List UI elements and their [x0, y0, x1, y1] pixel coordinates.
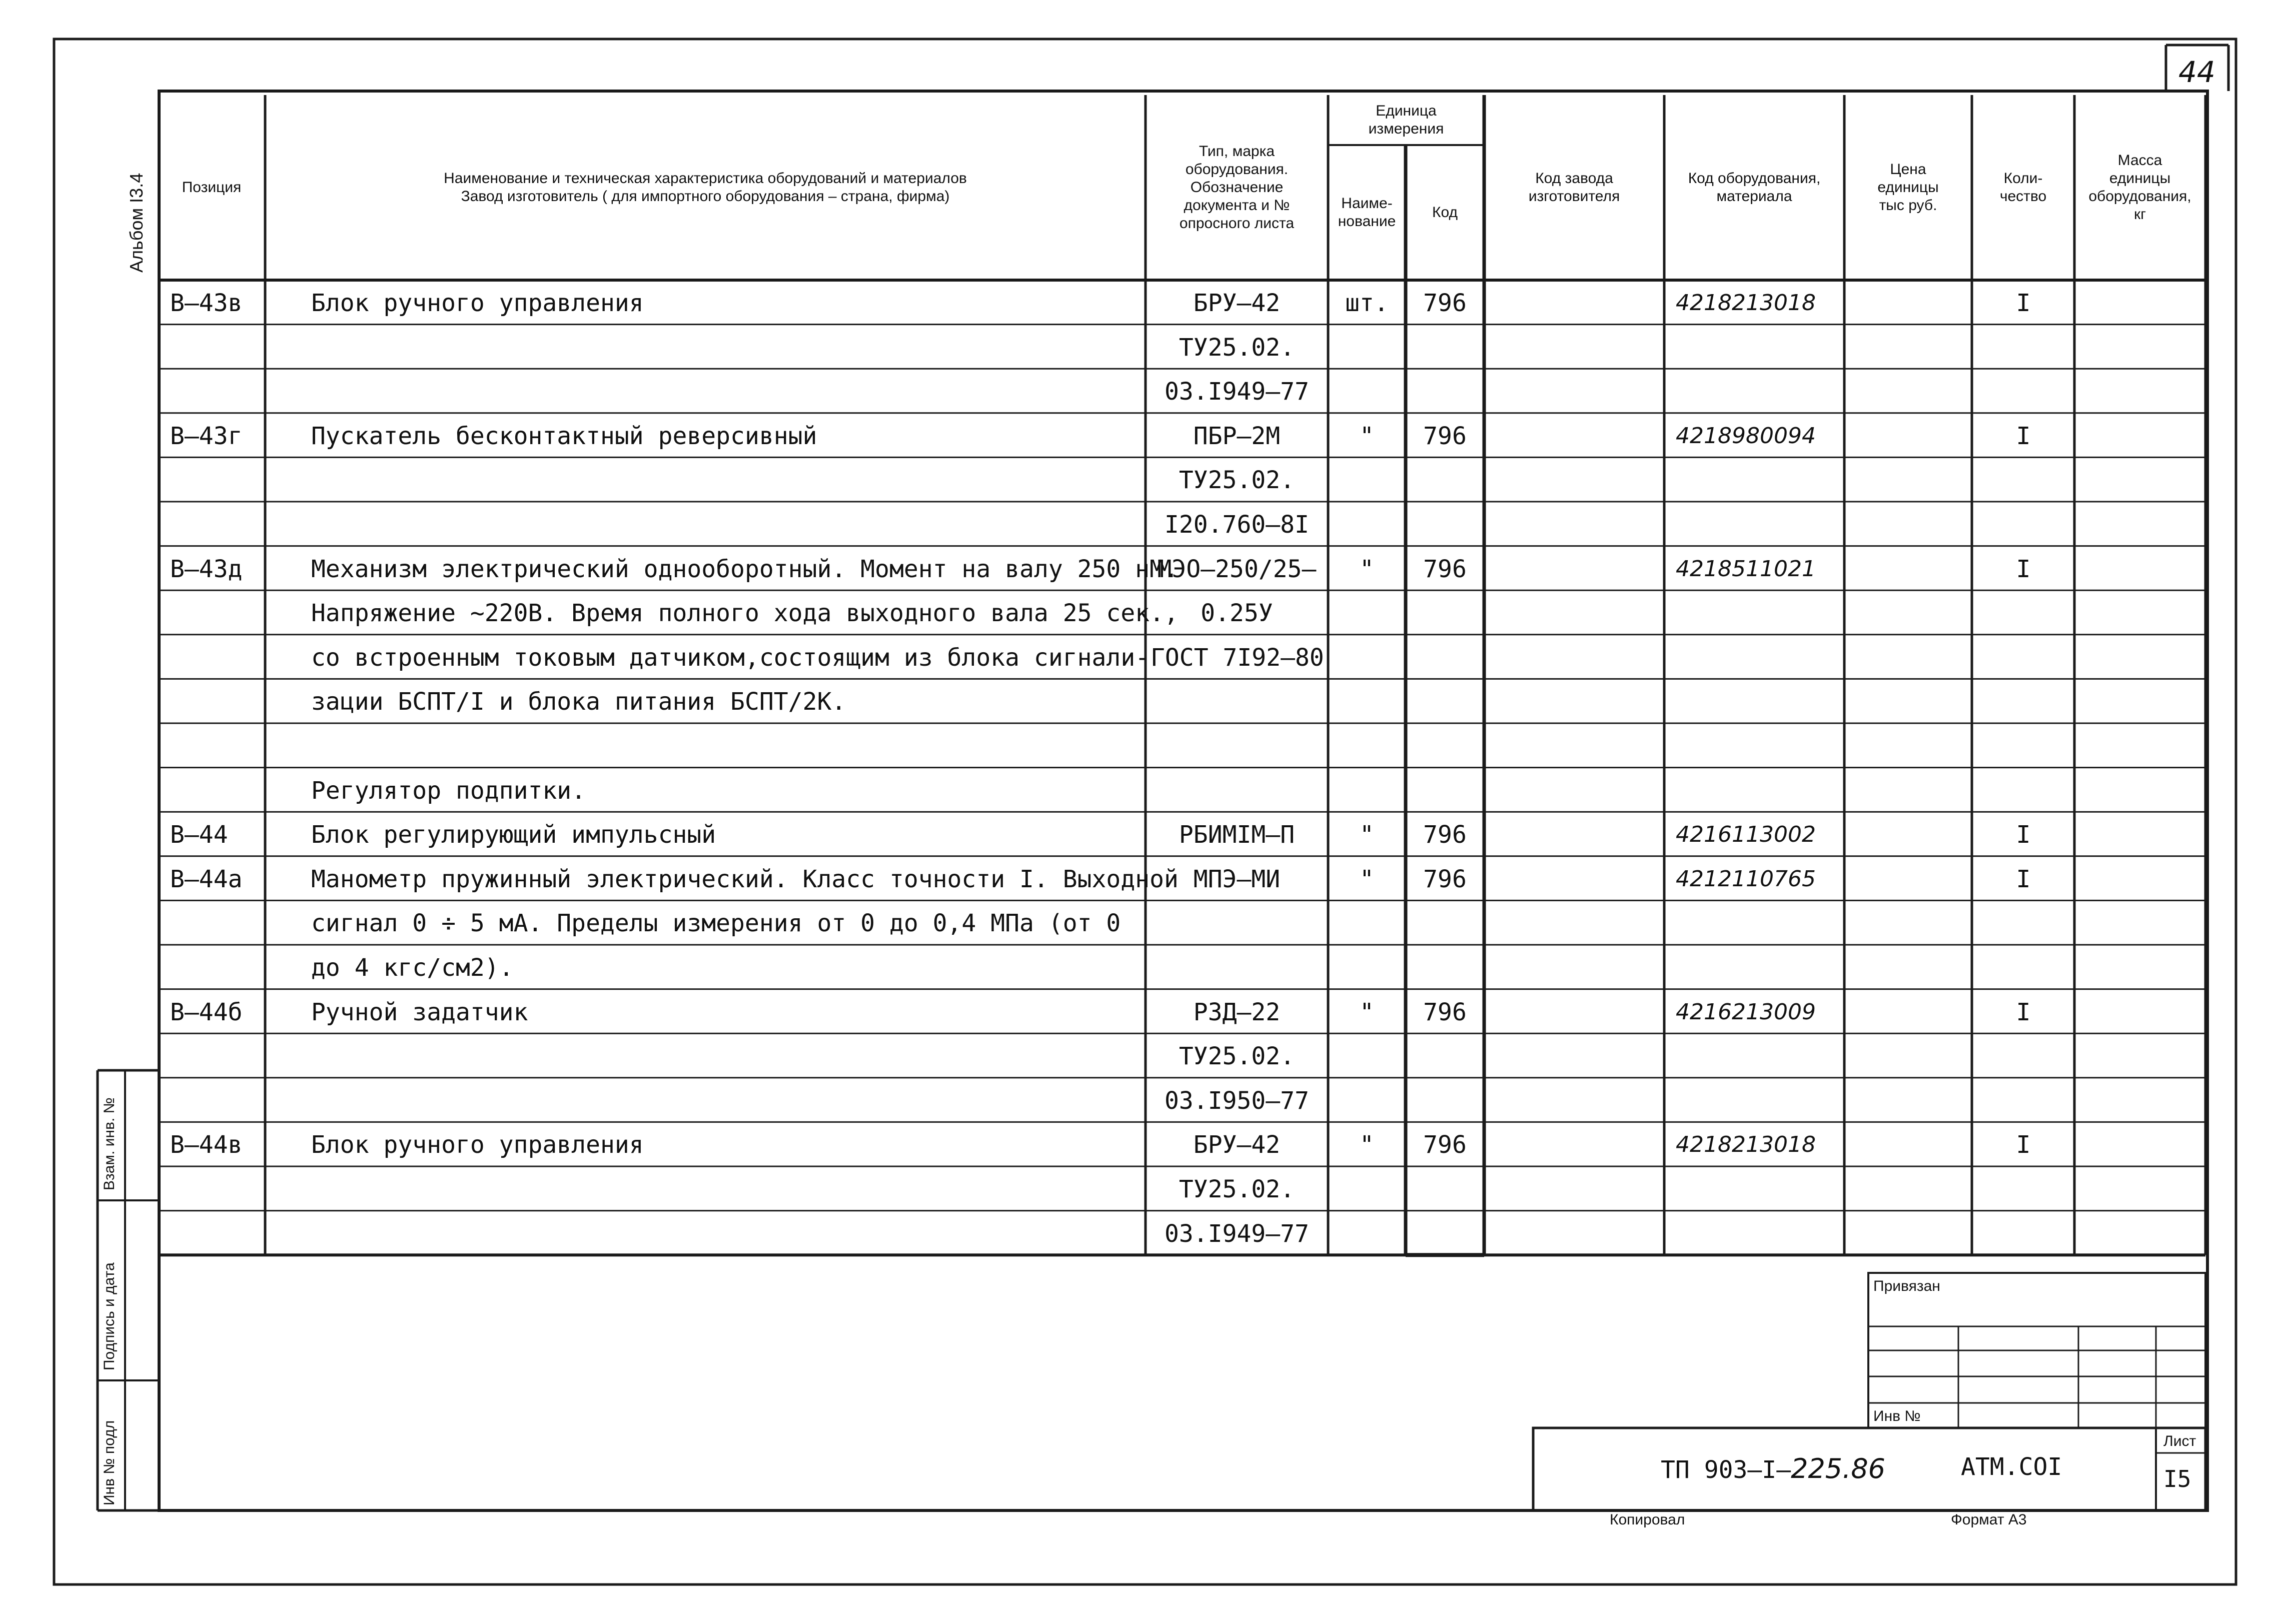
cell-equipment-code: 4216213009	[1676, 999, 1816, 1025]
cell-unit-name: "	[1360, 555, 1374, 583]
cell-type: ТУ25.02.	[1179, 333, 1295, 362]
cell-quantity: I	[2016, 555, 2031, 583]
footer-format: Формат А3	[1951, 1511, 2027, 1528]
header-name: Наименование и техническая характеристика оборудований и материалов Завод изготовитель ( для импортного оборудования – страна, фирма)	[444, 170, 967, 205]
side-label-vzam: Взам. инв. №	[101, 1097, 118, 1190]
stamp-privyazan: Привязан	[1873, 1278, 1940, 1294]
cell-position: B–44а	[170, 865, 243, 893]
header-mass: Масса единицы оборудования, кг	[2088, 152, 2191, 223]
cell-type: ТУ25.02.	[1179, 1175, 1295, 1203]
cell-type: 03.I950–77	[1165, 1086, 1309, 1115]
cell-unit-name: "	[1360, 821, 1374, 849]
cell-position: B–44в	[170, 1131, 243, 1159]
cell-type: МПЭ–МИ	[1193, 865, 1281, 893]
cell-equipment-code: 4212110765	[1676, 866, 1816, 892]
cell-position: B–43г	[170, 422, 243, 450]
header-quantity: Коли- чество	[1999, 170, 2047, 205]
side-label-podpis: Подпись и дата	[101, 1262, 118, 1370]
cell-name: Манометр пружинный электрический. Класс точности I. Выходной	[311, 865, 1179, 893]
cell-equipment-code: 4216113002	[1676, 822, 1816, 848]
cell-unit-code: 796	[1423, 865, 1467, 893]
cell-unit-code: 796	[1423, 998, 1467, 1026]
header-unit-name: Наиме- нование	[1338, 195, 1396, 230]
cell-position: B–43д	[170, 555, 243, 583]
album-label: Альбом I3.4	[126, 173, 147, 273]
header-factory-code: Код завода изготовителя	[1528, 170, 1620, 205]
cell-type: МЭО–250/25–	[1157, 555, 1317, 583]
stamp-list-value: I5	[2163, 1465, 2191, 1492]
cell-name: со встроенным токовым датчиком,состоящим из блока сигнали-	[311, 643, 1150, 672]
cell-type: РБИМIМ–П	[1179, 821, 1295, 849]
cell-quantity: I	[2016, 998, 2031, 1026]
cell-equipment-code: 4218980094	[1676, 423, 1816, 449]
cell-name: Блок регулирующий импульсный	[311, 821, 716, 849]
side-label-inv-podl: Инв № подл	[101, 1420, 118, 1505]
cell-name: Механизм электрический однооборотный. Момент на валу 250 нМ.	[311, 555, 1179, 583]
cell-unit-code: 796	[1423, 1131, 1467, 1159]
cell-name: Ручной задатчик	[311, 998, 528, 1026]
stamp-inv: Инв №	[1873, 1408, 1921, 1424]
page-number: 44	[2178, 55, 2215, 89]
stamp-doc-code: АТМ.COI	[1961, 1453, 2062, 1481]
cell-type: ТУ25.02.	[1179, 466, 1295, 495]
header-type: Тип, марка оборудования. Обозначение документа и № опросного листа	[1179, 143, 1295, 232]
header-equipment-code: Код оборудования, материала	[1688, 170, 1821, 205]
cell-quantity: I	[2016, 422, 2031, 450]
cell-name: Пускатель бесконтактный реверсивный	[311, 422, 817, 450]
header-unit-code: Код	[1432, 204, 1458, 221]
cell-position: B–44б	[170, 998, 243, 1026]
stamp-list-label: Лист	[2163, 1433, 2196, 1449]
cell-name: Блок ручного управления	[311, 289, 644, 317]
stamp-doc-number	[1661, 1453, 1885, 1484]
cell-name: Напряжение ~220В. Время полного хода выходного вала 25 сек.,	[311, 599, 1179, 628]
footer-copied: Копировал	[1610, 1511, 1685, 1528]
cell-unit-code: 796	[1423, 821, 1467, 849]
cell-unit-code: 796	[1423, 555, 1467, 583]
cell-unit-name: "	[1360, 422, 1374, 450]
stamp-doc-hand: 225.86	[1791, 1453, 1886, 1484]
cell-unit-name: шт.	[1345, 289, 1389, 317]
cell-type: ТУ25.02.	[1179, 1042, 1295, 1071]
cell-type: ГОСТ 7I92–80	[1151, 643, 1324, 672]
cell-name: до 4 кгс/см2).	[311, 954, 514, 982]
cell-unit-code: 796	[1423, 289, 1467, 317]
cell-type: БРУ–42	[1193, 289, 1281, 317]
cell-name: Блок ручного управления	[311, 1131, 644, 1159]
cell-position: B–43в	[170, 289, 243, 317]
cell-equipment-code: 4218511021	[1676, 556, 1816, 582]
header-unit-group: Единица измерения	[1368, 103, 1444, 137]
cell-type: РЗД–22	[1193, 998, 1281, 1026]
cell-type: БРУ–42	[1193, 1131, 1281, 1159]
cell-type: 0.25У	[1201, 599, 1273, 628]
stamp-doc-prefix: ТП 903–I–	[1661, 1456, 1791, 1484]
cell-name: зации БСПТ/I и блока питания БСПТ/2К.	[311, 688, 846, 716]
cell-unit-name: "	[1360, 865, 1374, 893]
cell-equipment-code: 4218213018	[1676, 1132, 1816, 1158]
cell-name: Регулятор подпитки.	[311, 776, 586, 805]
header-position: Позиция	[182, 179, 242, 196]
header-price: Цена единицы тыс руб.	[1877, 161, 1939, 214]
cell-equipment-code: 4218213018	[1676, 290, 1816, 316]
cell-name: сигнал 0 ÷ 5 мА. Пределы измерения от 0 до 0,4 МПа (от 0	[311, 909, 1121, 938]
cell-type: I20.760–8I	[1165, 511, 1309, 539]
cell-unit-name: "	[1360, 998, 1374, 1026]
cell-unit-code: 796	[1423, 422, 1467, 450]
cell-type: 03.I949–77	[1165, 378, 1309, 406]
cell-quantity: I	[2016, 821, 2031, 849]
cell-type: 03.I949–77	[1165, 1219, 1309, 1248]
cell-unit-name: "	[1360, 1131, 1374, 1159]
cell-quantity: I	[2016, 1131, 2031, 1159]
cell-quantity: I	[2016, 289, 2031, 317]
cell-position: B–44	[170, 821, 228, 849]
cell-type: ПБР–2М	[1193, 422, 1281, 450]
cell-quantity: I	[2016, 865, 2031, 893]
